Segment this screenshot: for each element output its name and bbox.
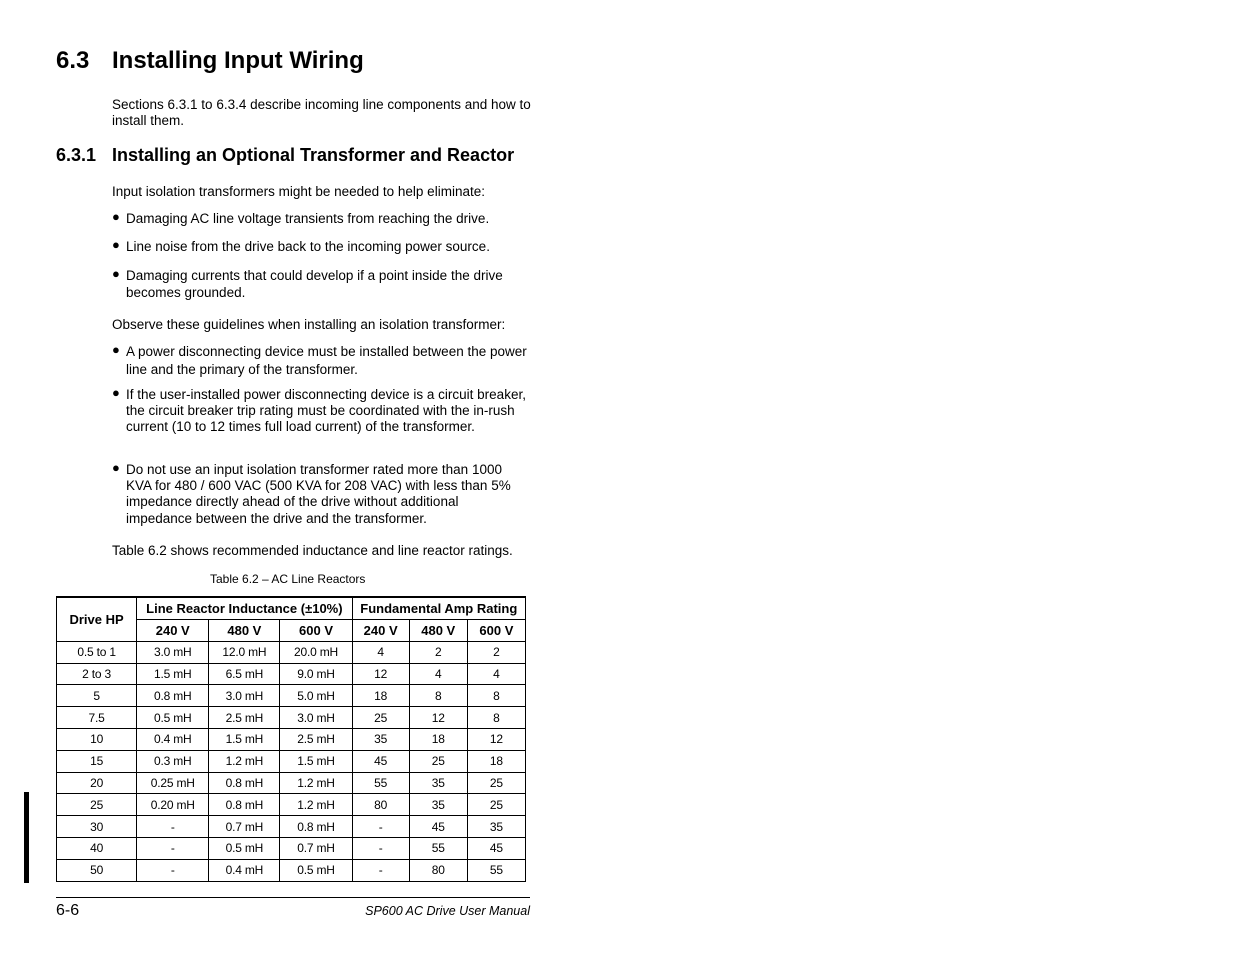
table-cell: 0.8 mH <box>209 794 280 816</box>
table-cell: 35 <box>352 728 409 750</box>
intro-paragraph: Sections 6.3.1 to 6.3.4 describe incoming line components and how to install them. <box>112 97 531 128</box>
drive-hp-cell: 25 <box>57 794 137 816</box>
table-cell: - <box>352 859 409 881</box>
list-item <box>112 462 528 527</box>
table-cell: 45 <box>409 816 467 838</box>
table-cell: 0.4 mH <box>209 859 280 881</box>
list-item <box>112 267 528 301</box>
table-cell: 2 <box>467 641 525 663</box>
manual-title: SP600 AC Drive User Manual <box>365 904 530 918</box>
table-cell: 0.5 mH <box>209 837 280 859</box>
header-voltage: 480 V <box>209 620 280 642</box>
drive-hp-cell: 5 <box>57 685 137 707</box>
table-cell: - <box>137 859 209 881</box>
table-cell: 4 <box>352 641 409 663</box>
table-cell: 3.0 mH <box>137 641 209 663</box>
table-cell: 25 <box>467 772 525 794</box>
table-row <box>57 707 526 729</box>
bullet-text: Line noise from the drive back to the incoming power source. <box>126 239 490 254</box>
bullet-text: Damaging AC line voltage transients from reaching the drive. <box>126 211 490 226</box>
header-voltage: 240 V <box>137 620 209 642</box>
table-cell: 55 <box>352 772 409 794</box>
table-cell: 4 <box>467 663 525 685</box>
table-cell: - <box>137 837 209 859</box>
table-cell: 4 <box>409 663 467 685</box>
table-cell: 8 <box>409 685 467 707</box>
table-row <box>57 772 526 794</box>
table-cell: 12 <box>467 728 525 750</box>
table-cell: 2.5 mH <box>209 707 280 729</box>
table-cell: 80 <box>352 794 409 816</box>
table-cell: 0.8 mH <box>280 816 352 838</box>
table-cell: - <box>137 816 209 838</box>
header-voltage: 600 V <box>280 620 352 642</box>
list-item <box>112 239 528 256</box>
table-cell: 0.5 mH <box>137 707 209 729</box>
table-cell: 0.7 mH <box>209 816 280 838</box>
table-cell: 2 <box>409 641 467 663</box>
table-cell: 12 <box>352 663 409 685</box>
table-row <box>57 685 526 707</box>
bullet-text: A power disconnecting device must be installed between the power line and the primary of the transformer. <box>126 344 527 377</box>
drive-hp-cell: 10 <box>57 728 137 750</box>
table-cell: 25 <box>467 794 525 816</box>
header-drive-hp: Drive HP <box>57 597 137 641</box>
drive-hp-cell: 2 to 3 <box>57 663 137 685</box>
table-row <box>57 794 526 816</box>
isolation-intro: Input isolation transformers might be needed to help eliminate: <box>112 184 485 199</box>
table-cell: 3.0 mH <box>209 685 280 707</box>
drive-hp-cell: 0.5 to 1 <box>57 641 137 663</box>
table-cell: 0.5 mH <box>280 859 352 881</box>
table-cell: 1.2 mH <box>209 750 280 772</box>
drive-hp-cell: 7.5 <box>57 707 137 729</box>
table-cell: 0.20 mH <box>137 794 209 816</box>
header-voltage: 600 V <box>467 620 525 642</box>
table-cell: 3.0 mH <box>280 707 352 729</box>
bullet-icon: ● <box>112 342 120 357</box>
table-cell: 1.2 mH <box>280 794 352 816</box>
table-row <box>57 750 526 772</box>
table-cell: 45 <box>352 750 409 772</box>
table-cell: 5.0 mH <box>280 685 352 707</box>
table-row <box>57 641 526 663</box>
table-cell: 18 <box>409 728 467 750</box>
list-item <box>112 387 528 436</box>
subsection-heading <box>56 145 514 166</box>
table-cell: 1.5 mH <box>137 663 209 685</box>
table-cell: 20.0 mH <box>280 641 352 663</box>
table-caption: Table 6.2 – AC Line Reactors <box>210 572 366 586</box>
list-item <box>112 211 528 228</box>
drive-hp-cell: 15 <box>57 750 137 772</box>
guidelines-intro: Observe these guidelines when installing an isolation transformer: <box>112 317 506 332</box>
bullet-icon: ● <box>112 237 120 252</box>
bullet-icon: ● <box>112 209 120 224</box>
table-cell: 8 <box>467 707 525 729</box>
table-cell: 35 <box>409 794 467 816</box>
table-row <box>57 663 526 685</box>
table-cell: 35 <box>467 816 525 838</box>
table-cell: 80 <box>409 859 467 881</box>
table-cell: 6.5 mH <box>209 663 280 685</box>
table-cell: 1.5 mH <box>209 728 280 750</box>
bullet-text: Do not use an input isolation transformer rated more than 1000 KVA for 480 / 600 VAC (500 KVA for 208 VAC) with less than 5% impedance directly ahead of the drive without additional impedance between the drive and the transformer. <box>126 462 511 526</box>
list-item <box>112 343 528 378</box>
bullet-icon: ● <box>112 385 120 400</box>
table-cell: 12.0 mH <box>209 641 280 663</box>
table-cell: 25 <box>409 750 467 772</box>
bullet-text: If the user-installed power disconnecting device is a circuit breaker, the circuit breaker trip rating must be coordinated with the in-rush current (10 to 12 times full load current) of the transformer. <box>126 387 526 435</box>
table-intro: Table 6.2 shows recommended inductance and line reactor ratings. <box>112 543 513 558</box>
page-number: 6-6 <box>56 902 80 919</box>
table-cell: 0.8 mH <box>137 685 209 707</box>
table-cell: 0.8 mH <box>209 772 280 794</box>
bullet-icon: ● <box>112 460 120 475</box>
bullet-icon: ● <box>112 266 120 281</box>
table-cell: 45 <box>467 837 525 859</box>
table-cell: 0.3 mH <box>137 750 209 772</box>
bullet-text: Damaging currents that could develop if a point inside the drive becomes grounded. <box>126 268 503 300</box>
table-cell: - <box>352 816 409 838</box>
table-cell: 55 <box>467 859 525 881</box>
table-cell: 55 <box>409 837 467 859</box>
table-cell: 0.25 mH <box>137 772 209 794</box>
table-cell: 25 <box>352 707 409 729</box>
subsection-number: 6.3.1 <box>56 145 97 165</box>
drive-hp-cell: 20 <box>57 772 137 794</box>
table-row <box>57 728 526 750</box>
table-cell: 12 <box>409 707 467 729</box>
table-cell: 0.4 mH <box>137 728 209 750</box>
section-title: Installing Input Wiring <box>112 47 364 74</box>
drive-hp-cell: 30 <box>57 816 137 838</box>
header-voltage: 240 V <box>352 620 409 642</box>
table-cell: 35 <box>409 772 467 794</box>
table-body <box>57 641 526 881</box>
subsection-title: Installing an Optional Transformer and Reactor <box>112 145 515 165</box>
table-row <box>57 837 526 859</box>
section-number: 6.3 <box>56 47 90 74</box>
chapter-edge-marker <box>24 792 29 883</box>
section-heading <box>56 47 364 75</box>
drive-hp-cell: 40 <box>57 837 137 859</box>
table-cell: 1.5 mH <box>280 750 352 772</box>
table-cell: 18 <box>352 685 409 707</box>
table-row <box>57 816 526 838</box>
table-cell: 2.5 mH <box>280 728 352 750</box>
header-inductance: Line Reactor Inductance (±10%) <box>137 597 352 620</box>
header-amp-rating: Fundamental Amp Rating <box>352 597 525 620</box>
ac-line-reactors-table <box>56 596 526 882</box>
footer-rule <box>56 897 530 898</box>
table-cell: 8 <box>467 685 525 707</box>
table-cell: 0.7 mH <box>280 837 352 859</box>
drive-hp-cell: 50 <box>57 859 137 881</box>
table-cell: 18 <box>467 750 525 772</box>
table-cell: - <box>352 837 409 859</box>
table-cell: 9.0 mH <box>280 663 352 685</box>
header-voltage: 480 V <box>409 620 467 642</box>
table-row <box>57 859 526 881</box>
table-cell: 1.2 mH <box>280 772 352 794</box>
